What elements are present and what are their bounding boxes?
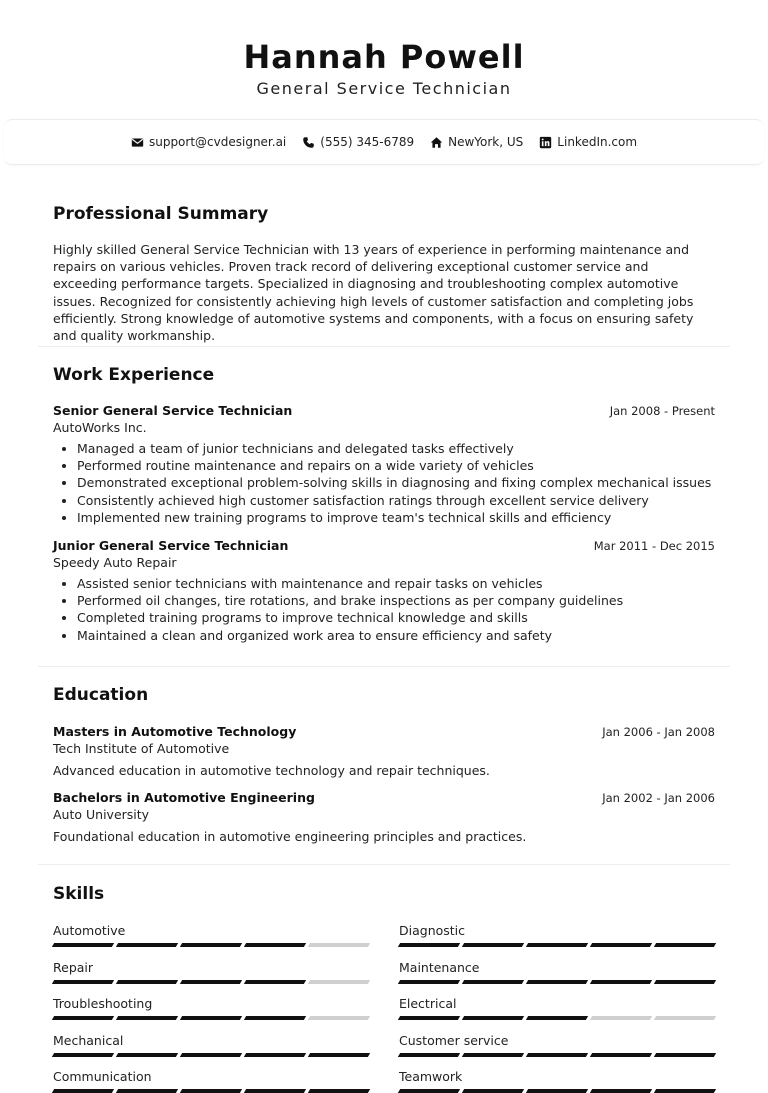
- skill-segment-filled: [462, 980, 524, 984]
- skill-segment-filled: [244, 980, 306, 984]
- skill-segment-filled: [654, 1089, 716, 1093]
- skill-segment-filled: [462, 1089, 524, 1093]
- education-description: Foundational education in automotive engineering principles and practices.: [53, 829, 527, 844]
- experience-heading: Work Experience: [53, 365, 215, 385]
- skill-name: Maintenance: [399, 959, 480, 975]
- degree-title: Bachelors in Automotive Engineering: [53, 790, 315, 805]
- skill-item: [399, 959, 715, 984]
- job-bullets: [53, 575, 715, 644]
- summary-section: [38, 203, 730, 344]
- contact-linkedin[interactable]: [539, 135, 637, 149]
- skill-item: [399, 1032, 715, 1057]
- job-title: Junior General Service Technician: [53, 538, 289, 554]
- skill-name: Repair: [53, 959, 94, 975]
- education-description: Advanced education in automotive technology and repair techniques.: [53, 763, 490, 778]
- skill-segment-filled: [462, 1053, 524, 1057]
- section-divider: [38, 864, 730, 865]
- skill-segment-empty: [654, 1016, 716, 1020]
- skill-segment-filled: [526, 943, 588, 947]
- skill-segment-filled: [116, 943, 178, 947]
- experience-section: [38, 364, 730, 644]
- skill-segment-filled: [52, 1053, 114, 1057]
- skill-name: Diagnostic: [399, 923, 466, 938]
- job-bullet: • Assisted senior technicians with maintenance and repair tasks on vehicles: [77, 575, 715, 592]
- skill-segment-empty: [590, 1016, 652, 1020]
- skill-segment-filled: [308, 1089, 370, 1093]
- contact-phone[interactable]: [302, 135, 414, 149]
- job-dates: Jan 2008 - Present: [609, 404, 715, 418]
- skill-segment-filled: [398, 943, 460, 947]
- skills-section: [38, 883, 730, 905]
- skill-name: Communication: [53, 1069, 152, 1084]
- job-title: Senior General Service Technician: [53, 403, 293, 418]
- skill-segment-filled: [526, 1053, 588, 1057]
- skill-segment-filled: [590, 1053, 652, 1057]
- job-bullet: • Maintained a clean and organized work area to ensure efficiency and safety: [77, 627, 715, 644]
- skill-level-bar: [53, 980, 369, 984]
- skill-level-bar: [399, 1089, 715, 1093]
- job-entry: [53, 537, 715, 644]
- skill-segment-filled: [462, 943, 524, 947]
- degree-title: Masters in Automotive Technology: [53, 724, 297, 739]
- summary-text: Highly skilled General Service Technician with 13 years of experience in performing maintenance and repairs on various vehicles. Proven track record of delivering exceptional customer service and exceeding performance targets. Specialized in diagnosing and troubleshooting complex automotive issues. Recognized for consistently achieving high levels of customer satisfaction and completing jobs efficiently. Strong knowledge of automotive systems and components, with a focus on ensuring safety and quality workmanship.: [53, 242, 694, 344]
- education-dates: Jan 2002 - Jan 2006: [602, 791, 715, 805]
- skill-segment-filled: [116, 1016, 178, 1020]
- skill-segment-empty: [308, 980, 370, 984]
- skill-segment-filled: [52, 980, 114, 984]
- linkedin-text: LinkedIn.com: [557, 135, 638, 149]
- job-company: AutoWorks Inc.: [53, 420, 147, 435]
- skill-segment-filled: [398, 1053, 460, 1057]
- job-bullet: • Performed routine maintenance and repairs on a wide variety of vehicles: [77, 457, 715, 474]
- skill-segment-filled: [244, 1016, 306, 1020]
- skill-segment-filled: [180, 1053, 242, 1057]
- skill-segment-filled: [116, 1053, 178, 1057]
- skill-segment-filled: [116, 980, 178, 984]
- skill-level-bar: [53, 1016, 369, 1020]
- skill-segment-filled: [244, 1089, 306, 1093]
- resume-header: [0, 0, 768, 100]
- skill-segment-filled: [116, 1089, 178, 1093]
- skill-level-bar: [53, 943, 369, 947]
- skill-level-bar: [399, 1053, 715, 1057]
- skill-segment-filled: [654, 943, 716, 947]
- skill-segment-filled: [398, 1016, 460, 1020]
- skill-segment-filled: [52, 1016, 114, 1020]
- job-bullet: • Completed training programs to improve technical knowledge and skills: [77, 609, 715, 626]
- job-bullet: • Demonstrated exceptional problem-solving skills in diagnosing and fixing complex mechanical issues: [77, 474, 715, 491]
- school-name: Auto University: [53, 807, 150, 822]
- skill-segment-filled: [526, 1016, 588, 1020]
- skill-segment-filled: [462, 1016, 524, 1020]
- skill-item: [53, 959, 369, 984]
- home-icon: [430, 136, 443, 149]
- job-bullet: • Implemented new training programs to improve team's technical skills and efficiency: [77, 509, 715, 526]
- section-divider: [38, 346, 730, 347]
- skill-segment-filled: [590, 980, 652, 984]
- skill-name: Teamwork: [399, 1069, 463, 1084]
- skill-segment-filled: [180, 980, 242, 984]
- skill-segment-filled: [180, 943, 242, 947]
- skill-item: [53, 995, 369, 1020]
- job-dates: Mar 2011 - Dec 2015: [593, 539, 715, 554]
- linkedin-icon: [539, 136, 552, 149]
- summary-heading: Professional Summary: [53, 204, 269, 224]
- skill-item: [399, 995, 715, 1020]
- skill-segment-filled: [398, 980, 460, 984]
- skill-item: [53, 922, 369, 947]
- school-name: Tech Institute of Automotive: [53, 741, 230, 756]
- email-text: support@cvdesigner.ai: [148, 135, 287, 149]
- skill-item: [53, 1068, 369, 1093]
- contact-location: [430, 135, 523, 149]
- skill-segment-filled: [590, 943, 652, 947]
- skill-segment-filled: [590, 1089, 652, 1093]
- job-bullet: • Consistently achieved high customer satisfaction ratings through excellent service delivery: [77, 492, 715, 509]
- job-entry: [53, 402, 715, 526]
- skill-name: Automotive: [53, 923, 126, 938]
- skill-level-bar: [53, 1089, 369, 1093]
- skill-segment-filled: [180, 1016, 242, 1020]
- skill-item: [53, 1032, 369, 1057]
- contact-email[interactable]: [131, 135, 286, 149]
- skill-name: Customer service: [399, 1032, 509, 1048]
- phone-icon: [302, 136, 315, 149]
- skill-segment-filled: [244, 943, 306, 947]
- contact-bar: [4, 119, 764, 165]
- job-bullets: [53, 440, 715, 526]
- skill-segment-filled: [180, 1089, 242, 1093]
- phone-text: (555) 345-6789: [320, 135, 415, 149]
- skill-level-bar: [399, 980, 715, 984]
- job-bullet: • Managed a team of junior technicians and delegated tasks effectively: [77, 440, 715, 457]
- education-dates: Jan 2006 - Jan 2008: [602, 725, 715, 739]
- education-entry: [53, 723, 715, 779]
- skill-segment-empty: [308, 943, 370, 947]
- skill-segment-filled: [52, 943, 114, 947]
- education-entry: [53, 789, 715, 845]
- skill-segment-empty: [308, 1016, 370, 1020]
- candidate-title: General Service Technician: [256, 79, 512, 98]
- skill-segment-filled: [398, 1089, 460, 1093]
- skill-level-bar: [399, 943, 715, 947]
- job-bullet: • Performed oil changes, tire rotations, and brake inspections as per company guidelines: [77, 592, 715, 609]
- skills-heading: Skills: [53, 884, 105, 904]
- skill-segment-filled: [244, 1053, 306, 1057]
- skill-segment-filled: [654, 1053, 716, 1057]
- skill-segment-filled: [654, 980, 716, 984]
- candidate-name: Hannah Powell: [243, 38, 525, 76]
- section-divider: [38, 666, 730, 667]
- skill-item: [399, 922, 715, 947]
- skill-level-bar: [399, 1016, 715, 1020]
- job-company: Speedy Auto Repair: [53, 555, 177, 571]
- skill-segment-filled: [52, 1089, 114, 1093]
- location-text: NewYork, US: [448, 135, 524, 149]
- education-section: [38, 684, 730, 845]
- education-heading: Education: [53, 685, 149, 705]
- skill-level-bar: [53, 1053, 369, 1057]
- skill-segment-filled: [308, 1053, 370, 1057]
- skill-name: Mechanical: [53, 1032, 124, 1048]
- skill-segment-filled: [526, 1089, 588, 1093]
- skill-item: [399, 1068, 715, 1093]
- skill-name: Troubleshooting: [53, 996, 153, 1011]
- skill-segment-filled: [526, 980, 588, 984]
- envelope-icon: [131, 136, 144, 149]
- skill-name: Electrical: [399, 996, 457, 1011]
